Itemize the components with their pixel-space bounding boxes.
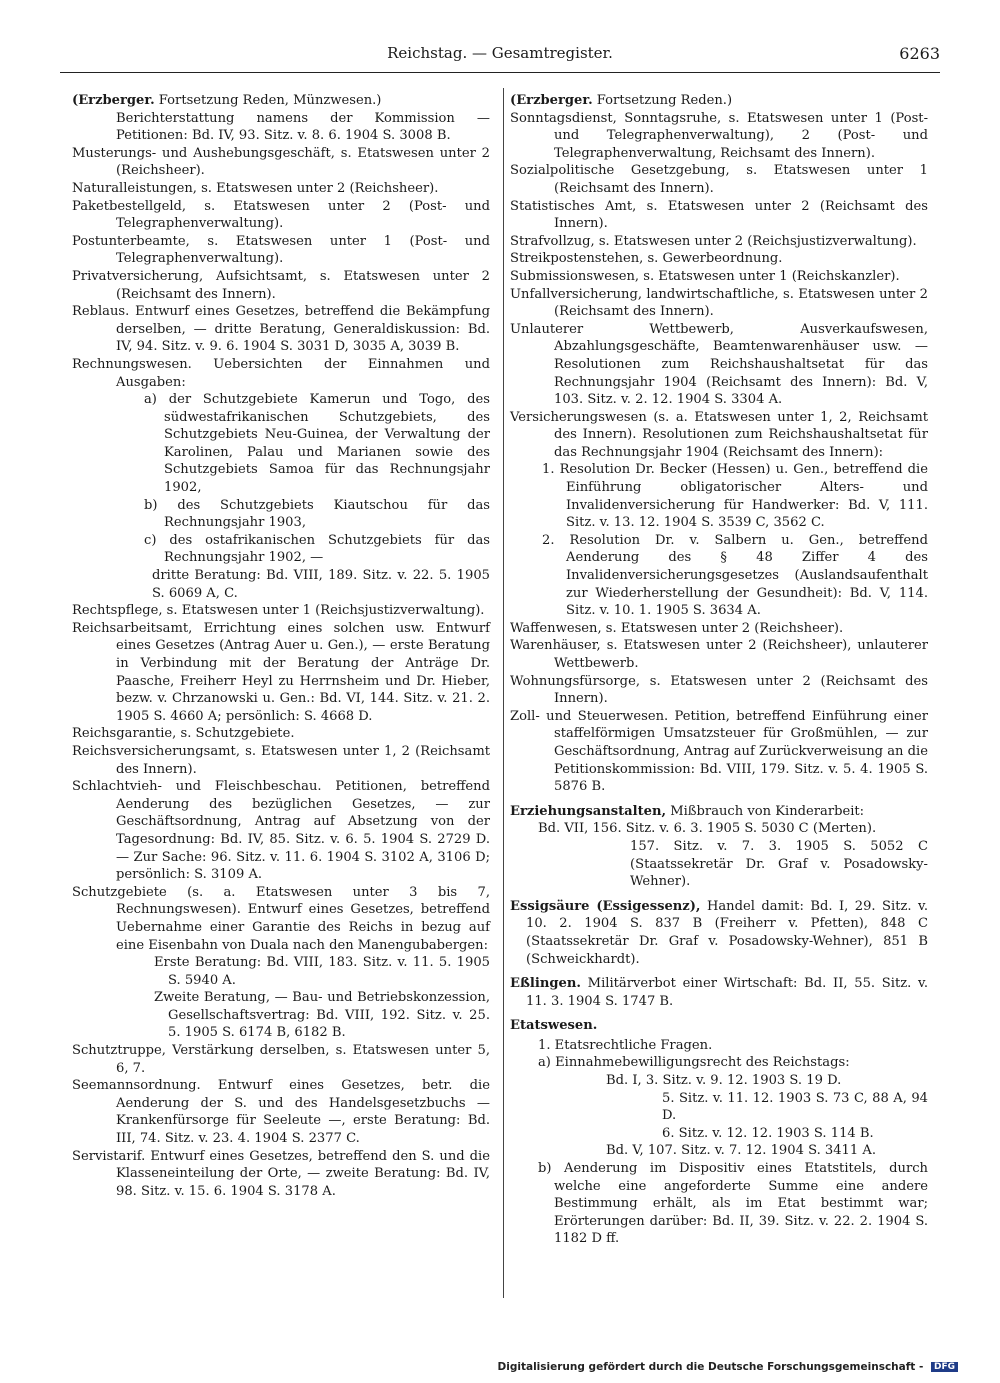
right-column-entry: a) Einnahmebewilligungsrecht des Reichstags: <box>538 1055 850 1071</box>
left-column-entry: b) des Schutzgebiets Kiautschou für das Rechnungsjahr 1903, <box>144 497 490 531</box>
right-column-entry: Bd. I, 3. Sitz. v. 9. 12. 1903 S. 19 D. <box>606 1073 842 1089</box>
left-column-entry: Schutzgebiete (s. a. Etatswesen unter 3 bis 7, Rechnungswesen). Entwurf eines Gesetzes, betreffend Uebernahme einer Garantie des Reichs in bezug auf eine Eisenbahn von Duala nach den Manengubabergen: <box>72 884 490 953</box>
right-column-entry: (Erzberger. Fortsetzung Reden.) <box>510 93 733 108</box>
right-column-entry: Essigsäure (Essigessenz), Handel damit: Bd. I, 29. Sitz. v. 10. 2. 1904 S. 837 B (Freiherr v. Pfetten), 848 C (Staatssekretär Dr. Graf v. Posadowsky-Wehner), 851 B (Schweickhardt). <box>510 898 928 967</box>
left-column-entry: Reichsversicherungsamt, s. Etatswesen unter 1, 2 (Reichsamt des Innern). <box>72 743 490 777</box>
left-column-entry: Privatversicherung, Aufsichtsamt, s. Etatswesen unter 2 (Reichsamt des Innern). <box>72 268 490 302</box>
right-column-entry: Sozialpolitische Gesetzgebung, s. Etatswesen unter 1 (Reichsamt des Innern). <box>510 163 928 196</box>
left-column-entry: a) der Schutzgebiete Kamerun und Togo, des südwestafrikanischen Schutzgebiets, des Schutzgebiets Neu-Guinea, der Verwaltung der Karolinen, Palau und Marianen sowie des Schutzgebiets Samoa für das Rechnungsjahr 1902, <box>144 392 490 496</box>
left-column-entry: (Erzberger. Fortsetzung Reden, Münzwesen.) <box>72 93 382 108</box>
right-column-entry: Streikpostenstehen, s. Gewerbeordnung. <box>510 251 783 267</box>
left-column-entry: Reichsarbeitsamt, Errichtung eines solchen usw. Entwurf eines Gesetzes (Antrag Auer u. Gen.), — erste Beratung in Verbindung mit der Beratung der Anträge Dr. Paasche, Freiherr Heyl zu Herrnsheim und Dr. Hieber, bezw. v. Chrzanowski u. Gen.: Bd. VI, 144. Sitz. v. 21. 2. 1905 S. 4660 A; persönlich: S. 4668 D. <box>72 620 490 724</box>
page-header <box>60 44 940 70</box>
right-column-entry: b) Aenderung im Dispositiv eines Etatstitels, durch welche eine angeforderte Summe eine andere Bestimmung erhält, als im Etat bestimmt war; Erörterungen darüber: Bd. II, 39. Sitz. v. 22. 2. 1904 S. 1182 D ff. <box>538 1161 928 1247</box>
running-title: Reichstag. — Gesamtregister. <box>387 44 613 62</box>
right-column-entry: Zoll- und Steuerwesen. Petition, betreffend Einführung einer staffelförmigen Umsatzsteuer für Großmühlen, — zur Geschäftsordnung, Antrag auf Zurückverweisung an die Petitionskommission: Bd. VIII, 179. Sitz. v. 5. 4. 1905 S. 5876 B. <box>510 708 928 795</box>
footer-text: Digitalisierung gefördert durch die Deutsche Forschungsgemeinschaft - <box>497 1361 924 1373</box>
column-divider <box>503 88 504 1298</box>
left-column-entry: Paketbestellgeld, s. Etatswesen unter 2 (Post- und Telegraphenverwaltung). <box>72 198 490 232</box>
footer-credit <box>498 1361 958 1373</box>
right-column-entry: Wohnungsfürsorge, s. Etatswesen unter 2 (Reichsamt des Innern). <box>510 673 928 707</box>
left-column <box>72 92 490 1200</box>
right-column-entry: Bd. V, 107. Sitz. v. 7. 12. 1904 S. 3411 A. <box>606 1143 876 1159</box>
left-column-entry: Schutztruppe, Verstärkung derselben, s. Etatswesen unter 5, 6, 7. <box>72 1043 490 1076</box>
right-column-entry: 1. Etatsrechtliche Fragen. <box>538 1037 713 1053</box>
right-column-entry: 157. Sitz. v. 7. 3. 1905 S. 5052 C (Staatssekretär Dr. Graf v. Posadowsky-Wehner). <box>630 838 928 890</box>
left-column-entry: Postunterbeamte, s. Etatswesen unter 1 (Post- und Telegraphenverwaltung). <box>72 233 490 267</box>
right-column-entry: 5. Sitz. v. 11. 12. 1903 S. 73 C, 88 A, 94 D. <box>662 1090 928 1124</box>
left-column-entry: c) des ostafrikanischen Schutzgebiets für das Rechnungsjahr 1902, — <box>144 532 490 566</box>
right-column-entry: Submissionswesen, s. Etatswesen unter 1 (Reichskanzler). <box>510 268 900 284</box>
right-column-entry: Erziehungsanstalten, Mißbrauch von Kinderarbeit: <box>510 803 865 819</box>
page-number: 6263 <box>899 44 940 63</box>
right-column-entry: Sonntagsdienst, Sonntagsruhe, s. Etatswesen unter 1 (Post- und Telegraphenverwaltung), 2 (Post- und Telegraphenverwaltung, Reichsamt des Innern). <box>510 110 928 161</box>
left-column-entry: Rechtspflege, s. Etatswesen unter 1 (Reichsjustizverwaltung). <box>72 603 485 619</box>
dfg-logo: DFG <box>931 1362 958 1372</box>
right-column <box>510 92 928 1248</box>
right-column-entry: Eßlingen. Militärverbot einer Wirtschaft: Bd. II, 55. Sitz. v. 11. 3. 1904 S. 1747 B. <box>510 976 928 1009</box>
right-column-entry: Statistisches Amt, s. Etatswesen unter 2 (Reichsamt des Innern). <box>510 198 928 232</box>
left-column-entry: Servistarif. Entwurf eines Gesetzes, betreffend den S. und die Klasseneinteilung der Orte, — zweite Beratung: Bd. IV, 98. Sitz. v. 15. 6. 1904 S. 3178 A. <box>72 1148 490 1199</box>
right-column-entry: 6. Sitz. v. 12. 12. 1903 S. 114 B. <box>662 1125 874 1141</box>
left-column-entry: Reichsgarantie, s. Schutzgebiete. <box>72 726 295 742</box>
right-column-entry: Bd. VII, 156. Sitz. v. 6. 3. 1905 S. 5030 C (Merten). <box>538 821 877 837</box>
right-column-entry: 1. Resolution Dr. Becker (Hessen) u. Gen., betreffend die Einführung obligatorischer Alters- und Invalidenversicherung für Handwerker: Bd. V, 111. Sitz. v. 13. 12. 1904 S. 3539 C, 3562 C. <box>542 462 928 531</box>
left-column-entry: Berichterstattung namens der Kommission — Petitionen: Bd. IV, 93. Sitz. v. 8. 6. 1904 S. 3008 B. <box>116 110 490 144</box>
left-column-entry: dritte Beratung: Bd. VIII, 189. Sitz. v. 22. 5. 1905 S. 6069 A, C. <box>152 568 490 601</box>
left-column-entry: Musterungs- und Aushebungsgeschäft, s. Etatswesen unter 2 (Reichsheer). <box>72 145 490 179</box>
right-column-entry: 2. Resolution Dr. v. Salbern u. Gen., betreffend Aenderung des § 48 Ziffer 4 des Invalidenversicherungsgesetzes (Auslandsaufenthalt zur Wiederherstellung der Gesundheit): Bd. V, 114. Sitz. v. 10. 1. 1905 S. 3634 A. <box>542 532 928 619</box>
right-column-entry: Waffenwesen, s. Etatswesen unter 2 (Reichsheer). <box>510 620 844 636</box>
left-column-entry: Naturalleistungen, s. Etatswesen unter 2 (Reichsheer). <box>72 180 439 196</box>
header-rule <box>60 72 940 73</box>
left-column-entry: Schlachtvieh- und Fleischbeschau. Petitionen, betreffend Aenderung des bezüglichen Gesetzes, — zur Geschäftsordnung, Antrag auf Absetzung von der Tagesordnung: Bd. IV, 85. Sitz. v. 6. 5. 1904 S. 2729 D. — Zur Sache: 96. Sitz. v. 11. 6. 1904 S. 3102 A, 3106 D; persönlich: S. 3109 A. <box>72 779 490 883</box>
right-column-entry: Versicherungswesen (s. a. Etatswesen unter 1, 2, Reichsamt des Innern). Resolutionen zum Reichshaushaltsetat für das Rechnungsjahr 1904 (Reichsamt des Innern): <box>510 409 928 460</box>
left-column-entry: Zweite Beratung, — Bau- und Betriebskonzession, Gesellschaftsvertrag: Bd. VIII, 192. Sitz. v. 25. 5. 1905 S. 6174 B, 6182 B. <box>154 990 490 1041</box>
left-column-entry: Seemannsordnung. Entwurf eines Gesetzes, betr. die Aenderung der S. und des Handelsgesetzbuchs — Krankenfürsorge für Seeleute —, erste Beratung: Bd. III, 74. Sitz. v. 23. 4. 1904 S. 2377 C. <box>72 1078 490 1147</box>
right-column-entry: Unfallversicherung, landwirtschaftliche, s. Etatswesen unter 2 (Reichsamt des Innern). <box>510 286 928 320</box>
right-column-entry: Warenhäuser, s. Etatswesen unter 2 (Reichsheer), unlauterer Wettbewerb. <box>510 638 928 671</box>
right-column-entry: Strafvollzug, s. Etatswesen unter 2 (Reichsjustizverwaltung). <box>510 233 917 249</box>
left-column-entry: Rechnungswesen. Uebersichten der Einnahmen und Ausgaben: <box>72 356 490 390</box>
left-column-entry: Reblaus. Entwurf eines Gesetzes, betreffend die Bekämpfung derselben, — dritte Beratung, Generaldiskussion: Bd. IV, 94. Sitz. v. 9. 6. 1904 S. 3031 D, 3035 A, 3039 B. <box>72 304 490 355</box>
right-column-entry: Unlauterer Wettbewerb, Ausverkaufswesen, Abzahlungsgeschäfte, Beamtenwarenhäuser usw. — Resolutionen zum Reichshaushaltsetat für das Rechnungsjahr 1904 (Reichsamt des Innern): Bd. V, 103. Sitz. v. 2. 12. 1904 S. 3304 A. <box>510 321 928 408</box>
right-column-entry: Etatswesen. <box>510 1018 598 1034</box>
left-column-entry: Erste Beratung: Bd. VIII, 183. Sitz. v. 11. 5. 1905 S. 5940 A. <box>154 955 490 988</box>
